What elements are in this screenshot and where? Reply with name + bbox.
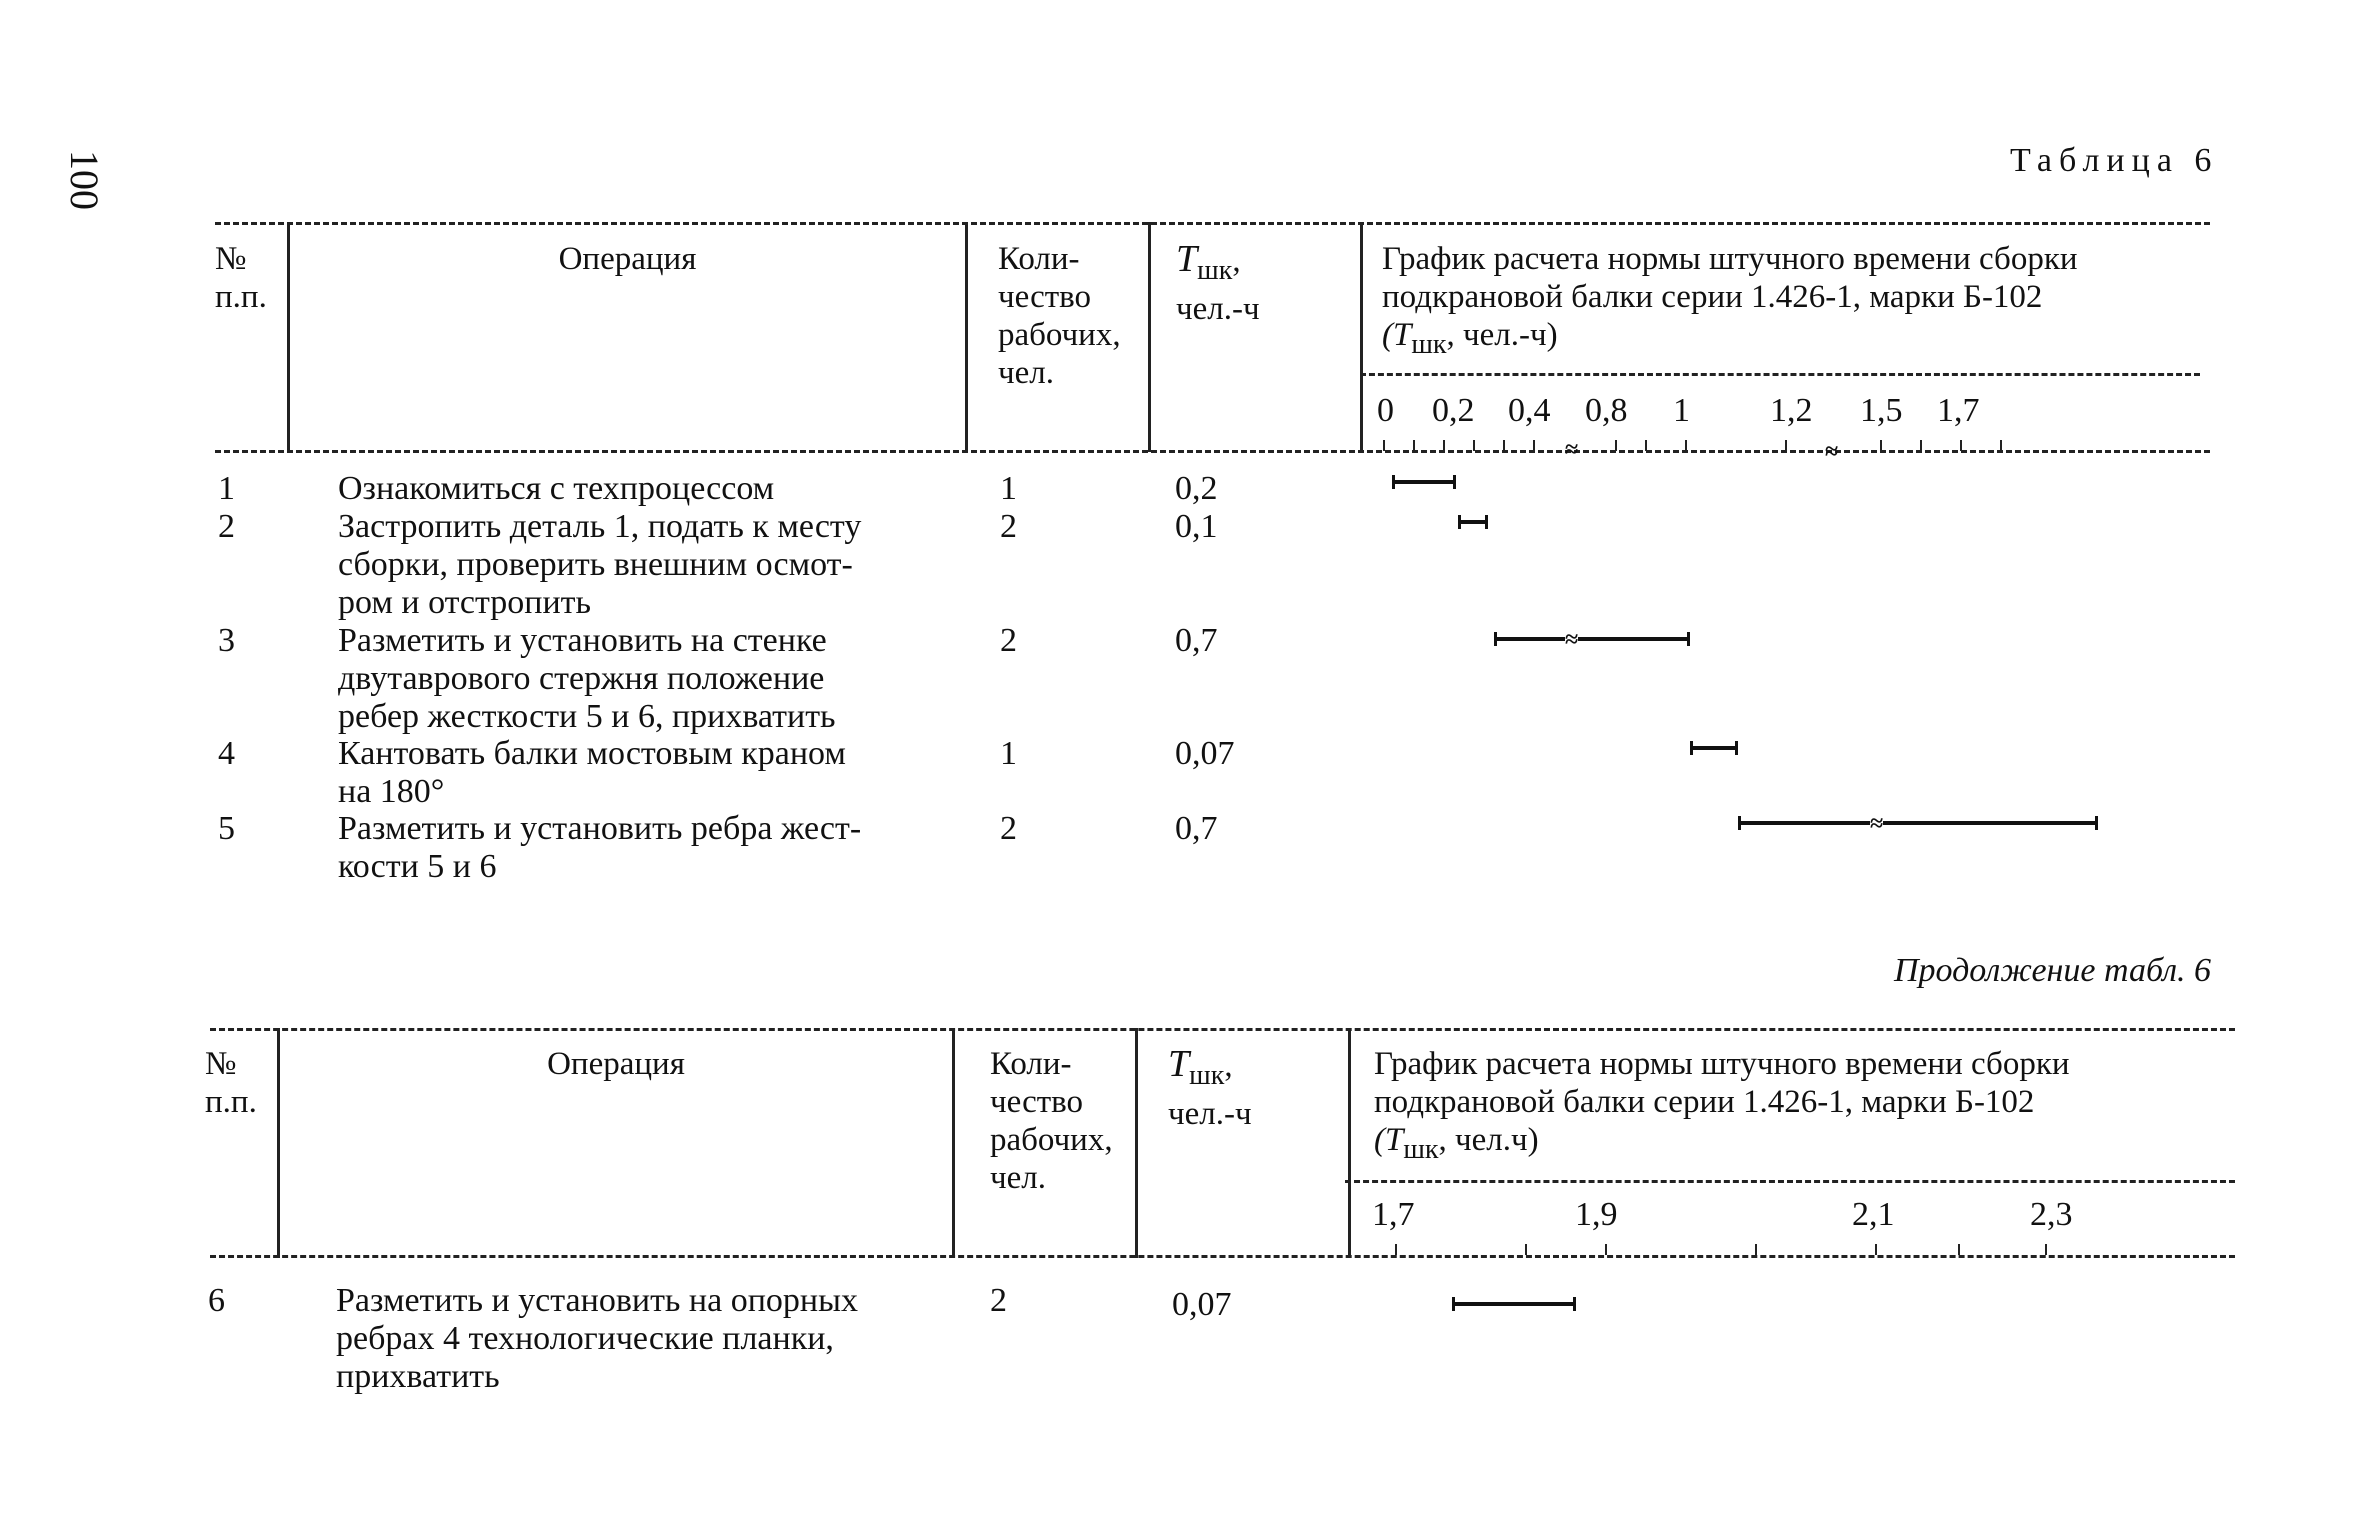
header-time-unit: чел.-ч [1168,1096,1252,1132]
scale-label: 2,1 [1852,1196,1895,1233]
graph-title-unit: , чел.-ч) [1446,317,1558,353]
scale-label: 0 [1377,392,1394,429]
scale-tick [1443,440,1445,451]
row-operation: Разметить и установить ребра жест- кости 5 и 6 [338,810,862,885]
row-time: 0,07 [1175,735,1235,772]
row-number: 6 [208,1282,225,1319]
graph-title-line-2: подкрановой балки серии 1.426-1, марки Б-102 [1382,279,2043,315]
row-workers: 2 [990,1282,1007,1319]
scale-label: 1,7 [1372,1196,1415,1233]
scale-label: 0,8 [1585,392,1628,429]
scale-tick [1383,440,1385,451]
header-operation: Операция [558,241,697,277]
scale-tick [2045,1244,2047,1255]
header-time: $T_{шк}$, чел.-ч [1176,238,1260,327]
scale-tick [1785,440,1787,451]
header-workers: Коли- чество рабочих, чел. [990,1046,1113,1196]
table-2-header-bottom-rule [210,1255,2235,1258]
graph-title-line-1: График расчета нормы штучного времени сборки [1382,241,2078,277]
scale-tick [1503,440,1505,451]
table-2-graph-header-rule [1345,1180,2235,1183]
col-divider [965,222,968,452]
scale-label: 1 [1673,392,1690,429]
gantt-bar [1392,480,1456,484]
row-workers: 1 [1000,470,1017,507]
axis-break-icon: ≈ [1565,437,1579,463]
row-number: 4 [218,735,235,772]
row-time: 0,7 [1175,810,1218,847]
table-1-top-rule [215,222,2210,225]
col-divider [1148,222,1151,452]
scale-tick [1685,440,1687,451]
row-operation: Разметить и установить на стенке двутаврового стержня положение ребер жесткости 5 и 6, прихватить [338,622,836,735]
header-time: $T_{шк}$, чел.-ч [1168,1043,1252,1132]
scale-tick [1413,440,1415,451]
header-no: № п.п. [215,241,267,315]
scale-tick [1395,1244,1397,1255]
table-caption: Таблица 6 [2010,142,2219,179]
scale-tick [1880,440,1882,451]
table-2-top-rule [210,1028,2235,1031]
scale-tick [1920,440,1922,451]
scale-tick [1473,440,1475,451]
graph-title [1374,1045,2070,1169]
graph-title-symbol: (T [1382,317,1412,353]
axis-break-icon: ≈ [1870,811,1884,837]
scale-label: 1,5 [1860,392,1903,429]
header-operation: Операция [547,1046,685,1082]
header-time-sub: шк [1197,255,1233,286]
header-workers: Коли- чество рабочих, чел. [998,241,1121,391]
col-divider [1348,1028,1351,1258]
graph-title-line-1: График расчета нормы штучного времени сборки [1374,1046,2070,1082]
header-time-symbol: T [1168,1043,1190,1085]
row-workers: 2 [1000,622,1017,659]
row-time: 0,2 [1175,470,1218,507]
scale-label: 0,2 [1432,392,1475,429]
graph-title-line-2: подкрановой балки серии 1.426-1, марки Б-102 [1374,1084,2035,1120]
row-operation: Ознакомиться с техпроцессом [338,470,775,507]
row-time: 0,07 [1172,1286,1232,1323]
axis-break-icon: ≈ [1825,439,1839,465]
continuation-caption: Продолжение табл. 6 [1894,952,2212,989]
header-time-unit: чел.-ч [1176,291,1260,327]
header-no: № п.п. [205,1046,257,1120]
row-number: 5 [218,810,235,847]
table-1-graph-header-rule [1360,373,2200,376]
gantt-bar [1458,520,1488,524]
gantt-bar [1690,746,1738,750]
graph-title-symbol: (T [1374,1122,1404,1158]
row-time: 0,1 [1175,508,1218,545]
scale-tick [1755,1244,1757,1255]
scale-tick [2000,440,2002,451]
axis-break-icon: ≈ [1565,627,1579,653]
scale-tick [1525,1244,1527,1255]
scale-tick [1960,440,1962,451]
gantt-bar [1738,821,2098,825]
scale-label: 2,3 [2030,1196,2073,1233]
header-time-symbol: T [1176,238,1198,280]
row-number: 2 [218,508,235,545]
scale-label: 1,9 [1575,1196,1618,1233]
scale-label: 0,4 [1508,392,1551,429]
gantt-bar [1452,1302,1576,1306]
table-1-header-bottom-rule [215,450,2210,453]
scale-label: 1,2 [1770,392,1813,429]
header-time-sub: шк [1189,1060,1225,1091]
row-operation: Разметить и установить на опорных ребрах 4 технологические планки, прихватить [336,1282,858,1395]
graph-title [1382,240,2078,364]
row-number: 1 [218,470,235,507]
row-workers: 2 [1000,810,1017,847]
scale-label: 1,7 [1937,392,1980,429]
scale-tick [1645,440,1647,451]
row-operation: Застропить деталь 1, подать к месту сборки, проверить внешним осмот- ром и отстропить [338,508,862,621]
gantt-bar [1494,637,1690,641]
col-divider [1135,1028,1138,1258]
scale-tick [1875,1244,1877,1255]
scale-tick [1533,440,1535,451]
scale-tick [1605,1244,1607,1255]
scale-tick [1958,1244,1960,1255]
scale-tick [1615,440,1617,451]
graph-title-unit: , чел.ч) [1438,1122,1539,1158]
col-divider [1360,222,1363,452]
page-number: 100 [62,150,107,210]
graph-title-line-3 [1382,316,2078,364]
graph-title-sub: шк [1403,1134,1439,1165]
col-divider [952,1028,955,1258]
row-workers: 1 [1000,735,1017,772]
row-workers: 2 [1000,508,1017,545]
graph-title-line-3 [1374,1121,2070,1169]
row-operation: Кантовать балки мостовым краном на 180° [338,735,846,810]
row-time: 0,7 [1175,622,1218,659]
graph-title-sub: шк [1411,329,1447,360]
row-number: 3 [218,622,235,659]
